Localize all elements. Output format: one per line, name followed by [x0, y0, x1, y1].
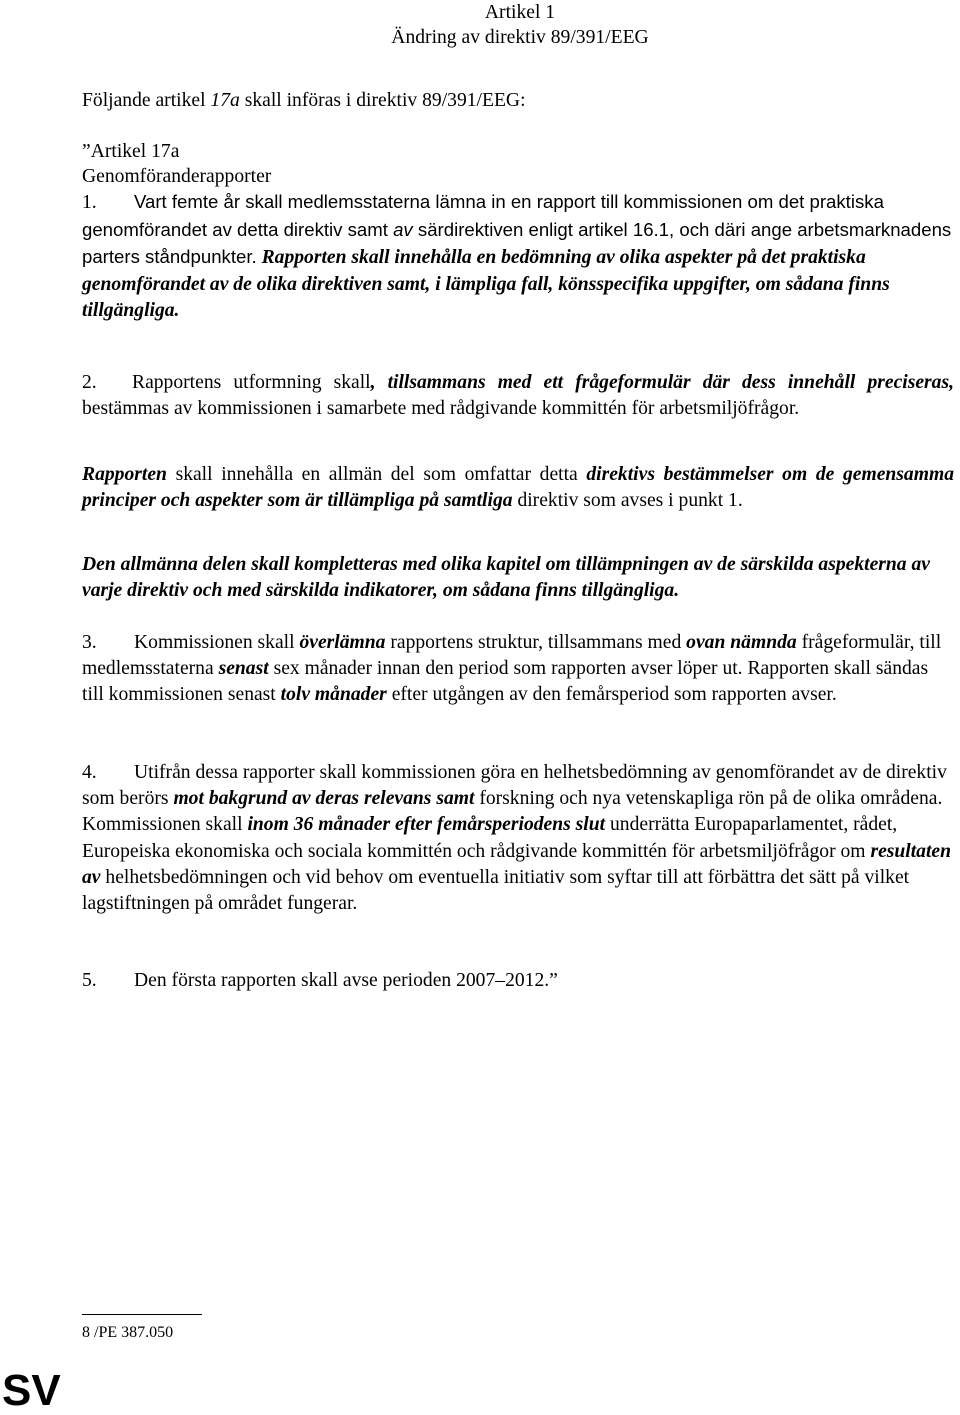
paragraph-3-t6: senast — [218, 658, 269, 680]
paragraph-1-number: 1. — [82, 192, 97, 213]
chapters-text: Den allmänna delen skall kompletteras med olika kapitel om tillämpningen av de särskilda aspekterna av varje direktiv och med särskilda indikatorer, om sådana finns tillgängliga. — [82, 554, 930, 602]
article-subtitle: Ändring av direktiv 89/391/EEG — [391, 27, 649, 48]
general-part-t2: skall innehålla en allmän del som omfattar detta — [166, 464, 587, 485]
paragraph-4-t7: helhetsbedömningen och vid behov om eventuella initiativ som syftar till att förbättra det sätt på vilket lagstiftningen på området fungerar. — [82, 866, 910, 915]
general-part-t3: direktivs bestämmelser om de gemensamma principer och aspekter som är tillämpliga på samtliga — [82, 464, 954, 512]
paragraph-3-t1: Kommissionen skall — [134, 632, 300, 653]
intro-prefix: Följande artikel — [82, 90, 211, 111]
paragraph-4-number: 4. — [82, 762, 97, 783]
paragraph-4 — [82, 760, 954, 917]
paragraph-3-t9: efter utgången av den femårsperiod som rapporten avser. — [386, 684, 837, 706]
paragraph-chapters — [82, 552, 954, 604]
general-part-t4: direktiv som avses i punkt 1. — [512, 490, 743, 512]
intro-sentence — [82, 90, 526, 112]
language-code: SV — [2, 1366, 61, 1415]
paragraph-4-t6: resultaten av — [82, 840, 952, 888]
paragraph-3-t2: överlämna — [299, 632, 386, 653]
paragraph-2-number: 2. — [82, 372, 97, 393]
paragraph-3-number: 3. — [82, 632, 97, 653]
intro-article-ref: 17a — [210, 90, 240, 111]
paragraph-2-text-c: bestämmas av kommissionen i samarbete med rådgivande kommittén för arbetsmiljöfrågor. — [82, 398, 800, 420]
paragraph-5-number: 5. — [82, 970, 97, 991]
page-reference: 8 /PE 387.050 — [82, 1324, 174, 1341]
paragraph-3-t3: rapportens struktur, tillsammans med — [385, 632, 687, 653]
paragraph-1-text-av: av — [393, 218, 413, 240]
paragraph-general-part — [82, 462, 954, 514]
quoted-article-title: Genomföranderapporter — [82, 166, 272, 187]
paragraph-3-t5: frågeformulär, till medlemsstaterna — [82, 632, 942, 680]
paragraph-1-text-b: särdirektiven enligt artikel 16.1, och däri ange arbetsmarknadens parters ståndpunkter. — [82, 218, 952, 267]
paragraph-1 — [82, 189, 954, 325]
quoted-article-number: ”Artikel 17a — [82, 141, 180, 162]
article-header — [0, 0, 960, 50]
article-number: Artikel 1 — [484, 2, 556, 23]
quoted-article-heading — [82, 139, 271, 189]
paragraph-2-text-a: Rapportens utformning skall — [132, 372, 371, 393]
paragraph-4-t1: Utifrån dessa rapporter skall kommissionen göra en helhetsbedömning av genomförandet av de direktiv som berörs — [82, 762, 947, 810]
paragraph-3-t8: tolv månader — [280, 684, 387, 706]
paragraph-2-amendment: , tillsammans med ett frågeformulär där dess innehåll preciseras, — [370, 372, 954, 393]
paragraph-1-amendment: Rapporten skall innehålla en bedömning av olika aspekter på det praktiska genomförandet av de olika direktiven samt, i lämpliga fall, könsspecifika uppgifter, om sådana finns tillgängliga. — [82, 247, 890, 321]
paragraph-4-t3: forskning och nya vetenskapliga rön på de olika områdena. Kommissionen skall — [82, 788, 943, 836]
paragraph-5-text: Den första rapporten skall avse perioden 2007–2012.” — [134, 970, 558, 991]
paragraph-5 — [82, 968, 954, 994]
general-part-t1: Rapporten — [82, 464, 167, 485]
paragraph-1-text-a: Vart femte år skall medlemsstaterna lämna in en rapport till kommissionen om det praktiska genomförandet av detta direktiv samt — [82, 191, 884, 240]
paragraph-3-t4: ovan nämnda — [686, 632, 797, 653]
paragraph-4-t4: inom 36 månader efter femårsperiodens slut — [247, 814, 606, 836]
paragraph-3-t7: sex månader innan den period som rapporten avser löper ut. Rapporten skall sändas till kommissionen senast — [82, 658, 929, 706]
paragraph-4-t2: mot bakgrund av deras relevans samt — [173, 788, 475, 810]
footer-divider — [82, 1314, 202, 1315]
paragraph-3 — [82, 630, 954, 709]
paragraph-2 — [82, 370, 954, 422]
paragraph-4-t5: underrätta Europaparlamentet, rådet, Europeiska ekonomiska och sociala kommittén och rådgivande kommittén för arbetsmiljöfrågor om — [82, 814, 898, 862]
intro-suffix: skall införas i direktiv 89/391/EEG: — [239, 90, 526, 111]
